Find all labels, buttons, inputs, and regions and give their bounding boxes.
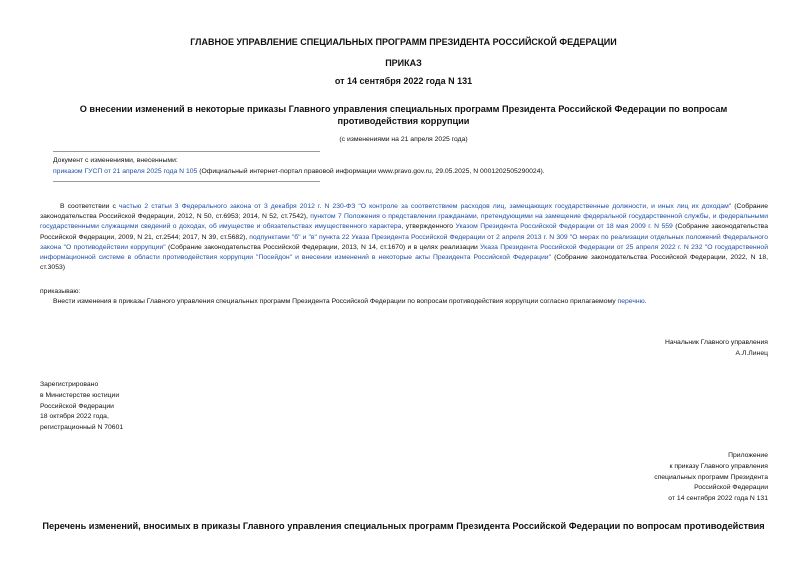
divider-bottom: [53, 181, 320, 182]
document-date: от 14 сентября 2022 года N 131: [334, 76, 473, 86]
changes-item: [53, 168, 545, 175]
annex-line-3: специальных программ Президента: [654, 473, 768, 481]
decree-309-link[interactable]: подпунктами "б" и "в" пункта 22 Указа Президента Российской Федерации от 2 апреля 2013 г. N 309 "О мерах по реализации отдельных положений Федерального закона "О противодействии коррупции": [40, 233, 768, 251]
issuing-agency: ГЛАВНОЕ УПРАВЛЕНИЕ СПЕЦИАЛЬНЫХ ПРОГРАММ ПРЕЗИДЕНТА РОССИЙСКОЙ ФЕДЕРАЦИИ: [190, 37, 617, 47]
annex-block: [654, 451, 768, 505]
annex-line-1: Приложение: [728, 452, 768, 459]
document-type: ПРИКАЗ: [385, 58, 422, 68]
annex-title: Перечень изменений, вносимых в приказы Главного управления специальных программ Президента Российской Федерации по вопросам противодействия: [42, 521, 765, 531]
preamble-text-5: (Собрание законодательства Российской Федерации, 2013, N 14, ст.1670) и в целях реализации: [165, 243, 481, 251]
amendment-note: (с изменениями на 21 апреля 2025 года): [339, 136, 468, 143]
registration-line-2: в Министерстве юстиции: [40, 391, 120, 399]
amending-order-link[interactable]: приказом ГУСП от 21 апреля 2025 года N 105: [53, 168, 198, 175]
regulation-point-7-link[interactable]: пунктом 7 Положения о представлении гражданами, претендующими на замещение федеральной государственной службы, и федеральными государственными служащими сведений о доходах, об имуществе и обязательствах имущественного характера: [40, 213, 768, 231]
decree-559-link[interactable]: Указом Президента Российской Федерации от 18 мая 2009 г. N 559: [455, 223, 673, 231]
registration-line-4: 18 октября 2022 года,: [40, 413, 109, 421]
divider-top: [53, 151, 320, 152]
order-paragraph: [40, 297, 768, 307]
decree-232-link[interactable]: Указа Президента Российской Федерации от 25 апреля 2022 г. N 232 "О государственной информационной системе в области противодействия коррупции "Посейдон" и внесении изменений в некоторые акты Президента Российской Федерации": [40, 243, 768, 262]
annex-line-2: к приказу Главного управления: [669, 462, 768, 470]
preamble-text-1: В соответствии с: [60, 203, 119, 210]
order-word: приказываю:: [40, 288, 81, 295]
changes-item-source: (Официальный интернет-портал правовой информации www.pravo.gov.ru, 29.05.2025, N 0001202505290024).: [197, 168, 545, 175]
signatory-name: А.Л.Линец: [735, 349, 768, 357]
law-230fz-link[interactable]: частью 2 статьи 3 Федерального закона от 3 декабря 2012 г. N 230-ФЗ "О контроле за соответствием расходов лиц, замещающих государственные должности, и иных лиц их доходам": [118, 203, 732, 210]
changes-header: Документ с изменениями, внесенными:: [53, 157, 178, 164]
registration-line-1: Зарегистрировано: [40, 381, 99, 388]
order-text-end: .: [644, 298, 647, 305]
signature-block: [665, 338, 768, 360]
signatory-position: Начальник Главного управления: [664, 339, 768, 346]
annex-line-5: от 14 сентября 2022 года N 131: [668, 495, 768, 503]
document-title: О внесении изменений в некоторые приказы Главного управления специальных программ Президента Российской Федерации по вопросам противодействия коррупции: [79, 104, 728, 126]
preamble-text-6: (Собрание законодательства Российской Федерации, 2022, N 18, ст.3053): [40, 254, 768, 272]
preamble-text-4: (Собрание законодательства Российской Федерации, 2009, N 21, ст.2544; 2017, N 39, ст.5682),: [40, 223, 768, 241]
preamble-text-2: (Собрание законодательства Российской Федерации, 2012, N 50, ст.6953; 2014, N 52, ст.7542),: [40, 203, 768, 221]
order-text: Внести изменения в приказы Главного управления специальных программ Президента Российской Федерации по вопросам противодействия коррупции согласно прилагаемому: [53, 298, 618, 305]
preamble-paragraph: [40, 202, 768, 273]
preamble-text-3: , утвержденного: [401, 223, 456, 231]
registration-line-3: Российской Федерации: [40, 402, 114, 410]
annex-list-link[interactable]: перечню: [617, 298, 645, 305]
registration-block: [40, 380, 123, 434]
annex-line-4: Российской Федерации: [694, 484, 768, 492]
registration-line-5: регистрационный N 70601: [40, 424, 124, 432]
